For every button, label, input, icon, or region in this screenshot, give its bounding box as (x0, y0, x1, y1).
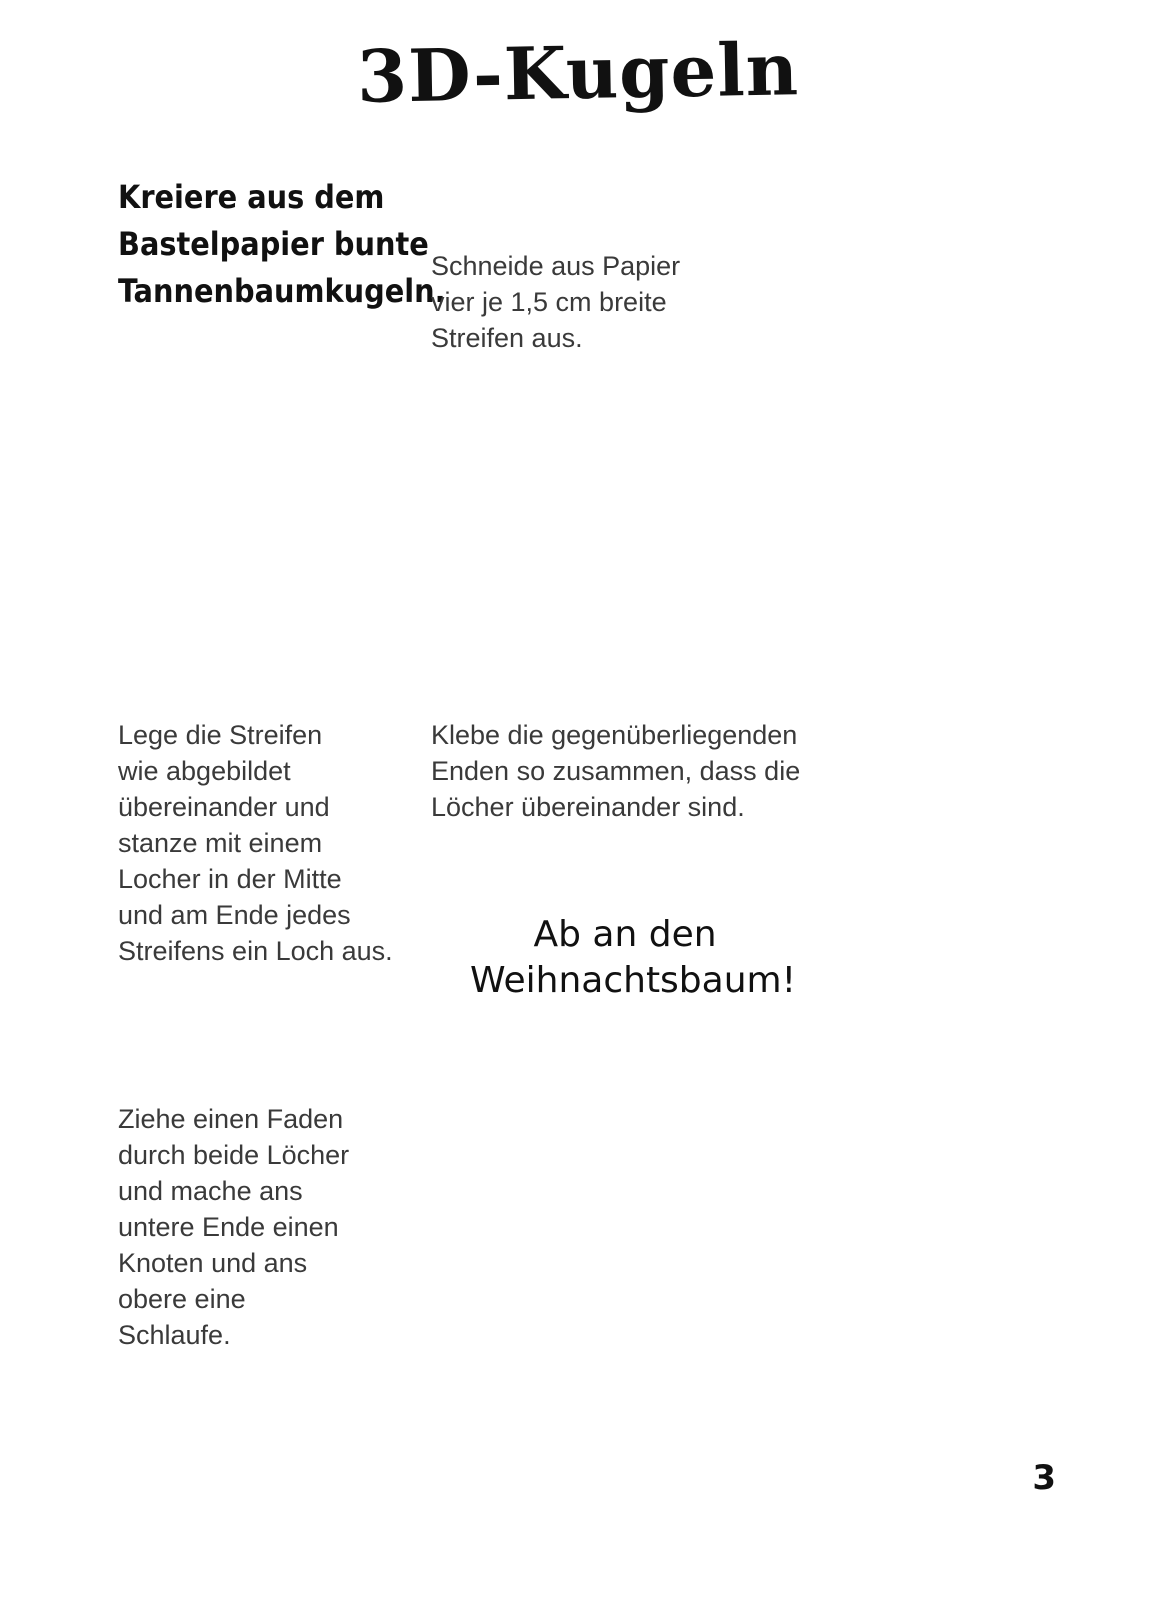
step-punch-holes: Lege die Streifen wie abgebildet übereinander und stanze mit einem Locher in der Mitte und am Ende jedes Streifens ein Loch aus. (118, 720, 393, 966)
closing-callout: Ab an den Weihnachtsbaum! (470, 914, 797, 1001)
step-thread-loop: Ziehe einen Faden durch beide Löcher und mache ans untere Ende einen Knoten und ans obere eine Schlaufe. (118, 1104, 350, 1350)
intro-text: Kreiere aus dem Bastelpapier bunte Tannenbaumkugeln. (118, 178, 446, 310)
step-cut-strips: Schneide aus Papier vier je 1,5 cm breite Streifen aus. (431, 251, 681, 353)
page-title: 3D-Kugeln (356, 26, 800, 119)
page-number: 3 (1032, 1458, 1056, 1498)
step-glue-ends: Klebe die gegenüberliegenden Enden so zusammen, dass die Löcher übereinander sind. (431, 720, 801, 822)
